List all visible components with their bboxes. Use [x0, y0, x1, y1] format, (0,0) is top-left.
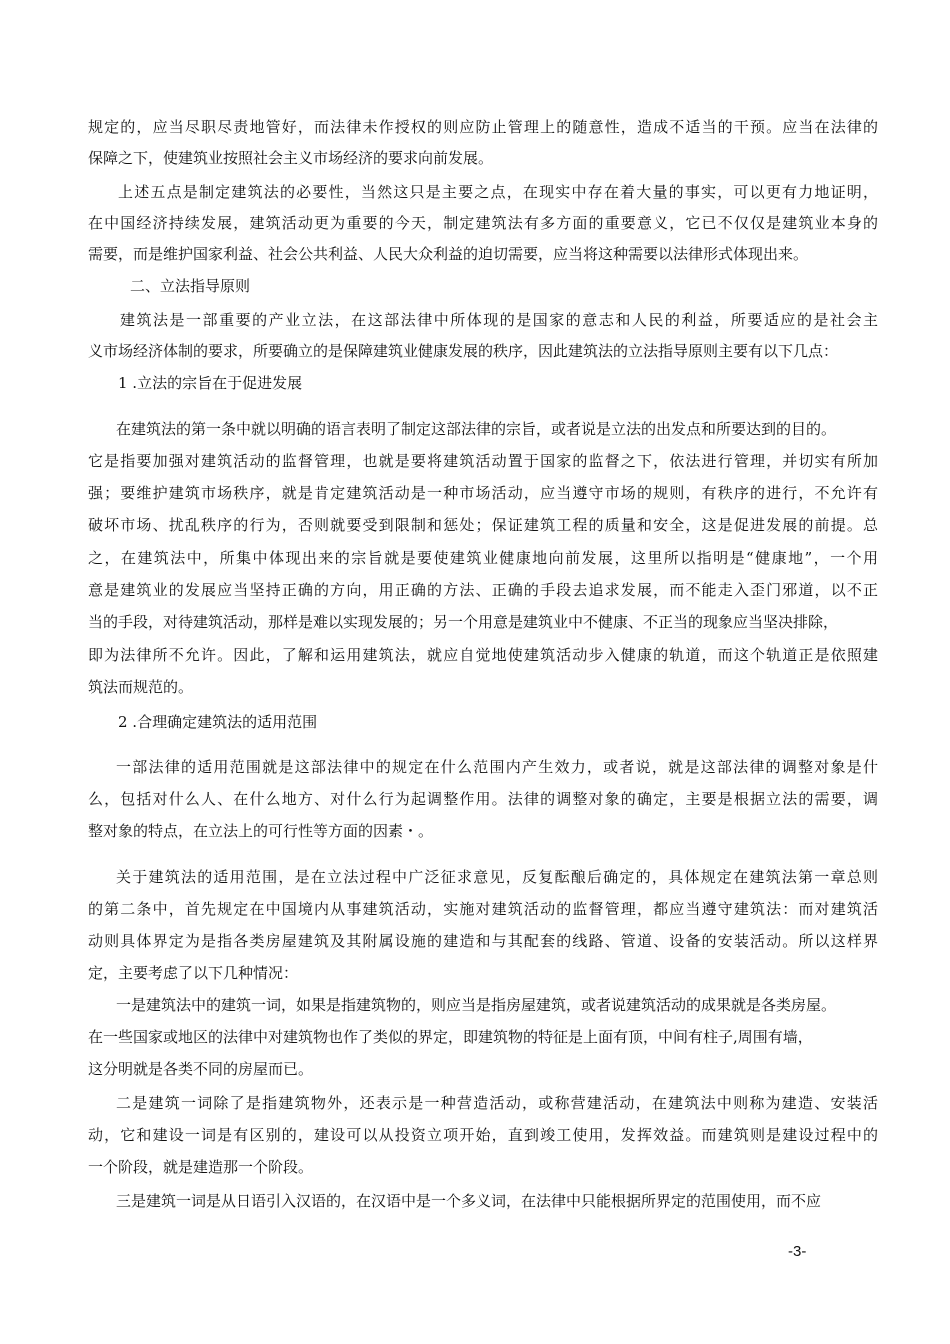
text-line: 么，包括对什么人、在什么地方、对什么行为起调整作用。法律的调整对象的确定，主要是根据立法的需要，调 — [88, 790, 878, 808]
text-line: 之，在建筑法中，所集中体现出来的宗旨就是要使建筑业健康地向前发展，这里所以指明是“健康地”，一个用 — [88, 549, 878, 567]
text-line: 需要，而是维护国家利益、社会公共利益、人民大众利益的迫切需要，应当将这种需要以法律形式体现出来。 — [88, 245, 809, 263]
paragraph-start: 在建筑法的第一条中就以明确的语言表明了制定这部法律的宗旨，或者说是立法的出发点和所要达到的目的。 — [116, 420, 837, 438]
text-line: 保障之下，使建筑业按照社会主义市场经济的要求向前发展。 — [88, 149, 494, 167]
text-line: 一个阶段，就是建造那一个阶段。 — [88, 1158, 314, 1176]
text-line: 破坏市场、扰乱秩序的行为，否则就要受到限制和惩处；保证建筑工程的质量和安全，这是促进发展的前提。总 — [88, 516, 878, 534]
text-line: 在一些国家或地区的法律中对建筑物也作了类似的界定，即建筑物的特征是上面有顶，中间有柱子,周围有墙， — [88, 1028, 813, 1046]
text-line: 这分明就是各类不同的房屋而已。 — [88, 1060, 314, 1078]
paragraph-start: 一部法律的适用范围就是这部法律中的规定在什么范围内产生效力，或者说，就是这部法律的调整对象是什 — [116, 758, 878, 776]
paragraph-start: 二是建筑一词除了是指建筑物外，还表示是一种营造活动，或称营建活动，在建筑法中则称为建造、安装活 — [116, 1094, 878, 1112]
paragraph-start: 上述五点是制定建筑法的必要性，当然这只是主要之点，在现实中存在着大量的事实，可以更有力地证明， — [118, 183, 878, 201]
subsection-heading: 1 .立法的宗旨在于促进发展 — [118, 374, 303, 392]
text-line: 它是指要加强对建筑活动的监督管理，也就是要将建筑活动置于国家的监督之下，依法进行管理，并切实有所加 — [88, 452, 878, 470]
text-line: 在中国经济持续发展，建筑活动更为重要的今天，制定建筑法有多方面的重要意义，它已不仅仅是建筑业本身的 — [88, 214, 878, 232]
subsection-heading: 2 .合理确定建筑法的适用范围 — [118, 713, 318, 731]
text-line: 规定的，应当尽职尽责地管好，而法律未作授权的则应防止管理上的随意性，造成不适当的干预。应当在法律的 — [88, 118, 878, 136]
text-line: 筑法而规范的。 — [88, 678, 194, 696]
text-line: 的第二条中，首先规定在中国境内从事建筑活动，实施对建筑活动的监督管理，都应当遵守建筑法：而对建筑活 — [88, 900, 878, 918]
paragraph-start: 建筑法是一部重要的产业立法，在这部法律中所体现的是国家的意志和人民的利益，所要适应的是社会主 — [120, 311, 878, 329]
text-line: 意是建筑业的发展应当坚持正确的方向，用正确的方法、正确的手段去追求发展，而不能走入歪门邪道，以不正 — [88, 581, 878, 599]
text-line: 义市场经济体制的要求，所要确立的是保障建筑业健康发展的秩序，因此建筑法的立法指导原则主要有以下几点： — [88, 342, 839, 360]
page-number: -3- — [788, 1243, 807, 1260]
paragraph-start: 关于建筑法的适用范围，是在立法过程中广泛征求意见，反复酝酿后确定的，具体规定在建筑法第一章总则 — [116, 868, 878, 886]
paragraph-start: 一是建筑法中的建筑一词，如果是指建筑物的，则应当是指房屋建筑，或者说建筑活动的成果就是各类房屋。 — [116, 996, 837, 1014]
paragraph-start: 三是建筑一词是从日语引入汉语的，在汉语中是一个多义词，在法律中只能根据所界定的范围使用，而不应 — [116, 1192, 822, 1210]
text-line: 动则具体界定为是指各类房屋建筑及其附属设施的建造和与其配套的线路、管道、设备的安装活动。所以这样界 — [88, 932, 878, 950]
text-line: 动，它和建设一词是有区别的，建设可以从投资立项开始，直到竣工使用，发挥效益。而建筑则是建设过程中的 — [88, 1126, 878, 1144]
text-line: 当的手段，对待建筑活动，那样是难以实现发展的；另一个用意是建筑业中不健康、不正当的现象应当坚决排除， — [88, 613, 839, 631]
text-line: 整对象的特点，在立法上的可行性等方面的因素・。 — [88, 822, 434, 840]
text-line: 即为法律所不允许。因此，了解和运用建筑法，就应自觉地使建筑活动步入健康的轨道，而这个轨道正是依照建 — [88, 646, 878, 664]
text-line: 强；要维护建筑市场秩序，就是肯定建筑活动是一种市场活动，应当遵守市场的规则，有秩序的进行，不允许有 — [88, 484, 878, 502]
section-heading: 二、立法指导原则 — [130, 277, 251, 295]
text-line: 定，主要考虑了以下几种情况： — [88, 964, 299, 982]
